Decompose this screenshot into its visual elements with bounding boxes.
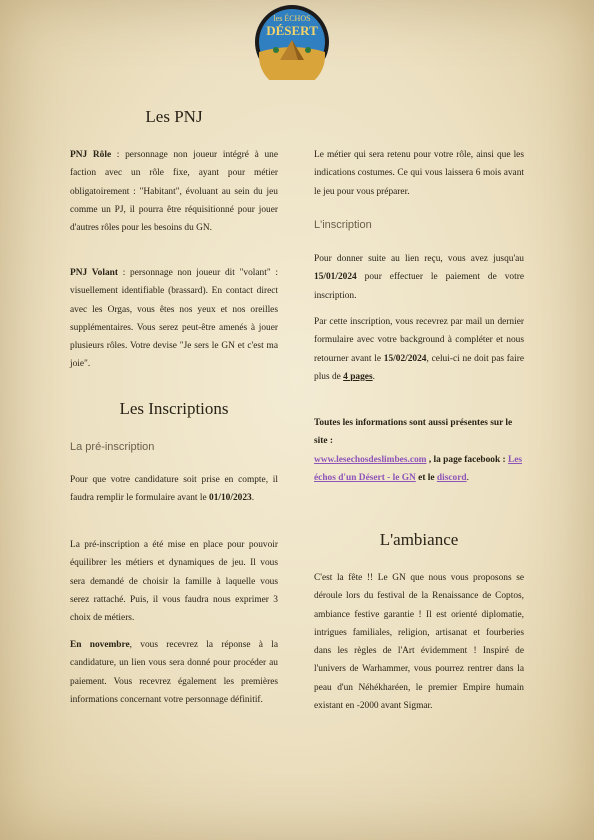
pnj-role-paragraph bbox=[70, 146, 278, 237]
pnj-title: Les PNJ bbox=[145, 107, 203, 126]
site-link[interactable]: www.lesechosdeslimbes.com bbox=[314, 454, 427, 465]
ins-p1-date: 15/01/2024 bbox=[314, 272, 357, 283]
pre-inscription-p1 bbox=[70, 471, 278, 508]
logo-text-bottom: DÉSERT bbox=[266, 23, 318, 38]
inscriptions-title: Les Inscriptions bbox=[119, 399, 229, 418]
inscription-continued-paragraph: Le métier qui sera retenu pour votre rôle, ainsi que les indications costumes. Ce qui vous laissera 6 mois avant le jeu pour vous préparer. bbox=[314, 150, 524, 197]
ambiance-paragraph: C'est la fête !! Le GN que nous vous proposons se déroule lors du festival de la Renaissance de Coptos, ambiance festive garantie ! Il est orienté diplomatie, intrigues familiales, religion, artisanat et fourberies dans les règles de l'Art évidemment ! Inspiré de l'univers de Warhammer, vous pourrez rentrer dans la peau d'un Néhékharéen, le premier Empire humain existant en -2000 avant Sigmar. bbox=[314, 573, 524, 712]
facebook-link[interactable]: Les échos d'un Désert - le GN bbox=[314, 454, 523, 483]
pre-p1-end: . bbox=[251, 493, 255, 504]
pre-inscription-p2: La pré-inscription a été mise en place pour pouvoir équilibrer les métiers et dynamiques de jeu. Il vous sera demandé de choisir la famille à laquelle vous serez rattaché. Puis, il vous faudra nous exprimer 3 choix de métiers. bbox=[70, 540, 278, 624]
info-paragraph bbox=[314, 414, 524, 487]
ins-p1-a: Pour donner suite au lien reçu, vous avez jusqu'au bbox=[314, 254, 524, 264]
pnj-volant-label: PNJ Volant bbox=[70, 268, 118, 278]
inscription-p2 bbox=[314, 313, 524, 386]
ins-p2-date: 15/02/2024 bbox=[383, 353, 427, 364]
logo-text-top: les ÉCHOS bbox=[273, 14, 311, 23]
ins-p1-b: pour effectuer le paiement de votre inscription. bbox=[314, 272, 524, 301]
ins-p2-end: . bbox=[372, 371, 375, 382]
pre-inscription-title: La pré-inscription bbox=[70, 441, 155, 453]
pre-p3-bold: En novembre bbox=[70, 640, 130, 650]
ins-p2-pages: 4 pages bbox=[343, 371, 373, 382]
info-end-dot: . bbox=[466, 472, 469, 483]
and-text: et le bbox=[415, 472, 437, 483]
discord-link[interactable]: discord bbox=[436, 472, 467, 483]
pnj-role-label: PNJ Rôle bbox=[70, 150, 112, 160]
pnj-role-text: : personnage non joueur intégré à une faction avec un rôle fixe, ayant pour métier obligatoirement : "Habitant", évoluant au sein du jeu comme un PJ, il pourra être réquisitionné pour jouer d'autres rôles pour les besoins du GN. bbox=[70, 150, 278, 234]
pnj-volant-paragraph bbox=[70, 264, 278, 374]
les-echos-logo bbox=[254, 4, 330, 80]
ambiance-title: L'ambiance bbox=[379, 530, 459, 549]
pre-p1-text: Pour que votre candidature soit prise en compte, il faudra remplir le formulaire avant le bbox=[70, 475, 278, 504]
pre-p1-date: 01/10/2023 bbox=[209, 493, 252, 504]
info-intro: Toutes les informations sont aussi présentes sur le site : bbox=[314, 418, 513, 447]
ins-p2-a: Par cette inscription, vous recevrez par mail un dernier formulaire avec votre background à compléter et nous retourner avant le bbox=[314, 317, 524, 364]
pre-p3-text: , vous recevrez la réponse à la candidature, un lien vous sera donné pour procéder au paiement. Vous recevrez également les premières informations concernant votre personnage définitif. bbox=[70, 640, 278, 705]
inscription-title: L'inscription bbox=[314, 219, 372, 231]
inscription-p1 bbox=[314, 250, 524, 305]
ins-p2-b: , celui-ci ne doit pas faire plus de bbox=[314, 353, 524, 382]
pnj-volant-text: : personnage non joueur dit "volant" : visuellement identifiable (brassard). En contact direct avec les Orgas, vous êtes nos yeux et nos oreilles supplémentaires. Vous serez peut-être amenés à jouer plusieurs rôles. Votre devise "Je sers le GN et c'est ma joie". bbox=[70, 268, 278, 370]
pre-inscription-p3 bbox=[70, 636, 278, 709]
facebook-pre: , la page facebook : bbox=[426, 454, 509, 465]
